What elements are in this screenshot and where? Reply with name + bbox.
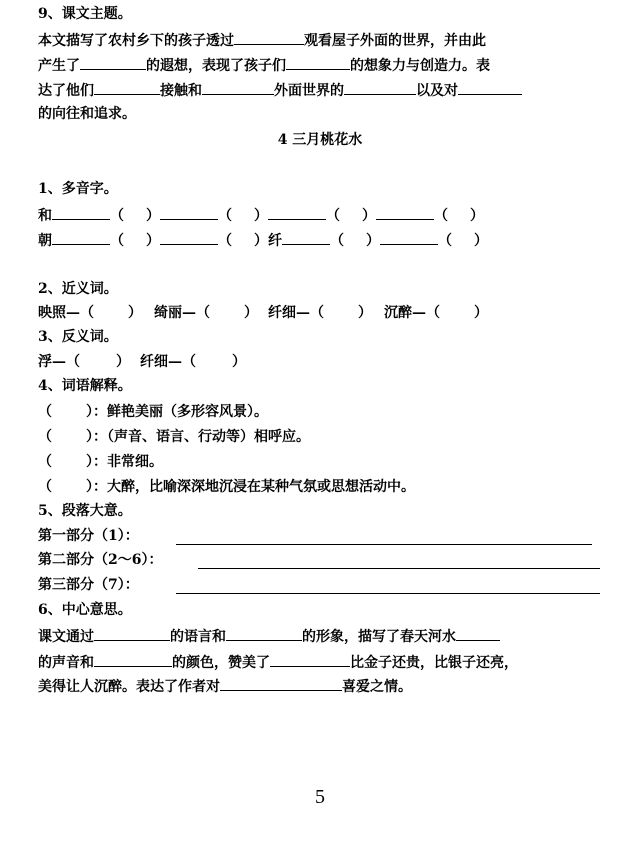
fill-blank[interactable]	[220, 676, 342, 691]
jinyi-row	[38, 303, 488, 323]
lp: （	[218, 233, 232, 249]
rp: ）	[146, 208, 160, 224]
fill-blank[interactable]	[268, 205, 326, 220]
jieshi-row4	[38, 477, 415, 497]
fill-blank[interactable]	[160, 205, 218, 220]
fill-blank[interactable]	[52, 205, 110, 220]
fill-blank[interactable]	[94, 652, 172, 667]
duoyin-title: 1、多音字。	[38, 181, 118, 197]
duanluo-part3: 第三部分（7）：	[38, 577, 139, 593]
page-number: 5	[315, 786, 325, 808]
text: 的形象，描写了春天河水	[302, 629, 456, 645]
item: 沉醉—（	[384, 305, 440, 321]
rp: ）	[474, 305, 488, 321]
answer-line[interactable]	[198, 568, 600, 569]
zhongxin-line1	[38, 626, 500, 647]
lp: （	[218, 208, 232, 224]
answer-line[interactable]	[176, 593, 600, 594]
duanluo-part1: 第一部分（1）：	[38, 528, 139, 544]
fill-blank[interactable]	[286, 55, 350, 70]
duoyin-row2	[38, 230, 488, 251]
answer-line[interactable]	[176, 544, 592, 545]
text: 的声音和	[38, 655, 94, 671]
text: 美得让人沉醉。表达了作者对	[38, 679, 220, 695]
lp: （	[330, 233, 344, 249]
fill-blank[interactable]	[94, 80, 160, 95]
lp: （	[326, 208, 340, 224]
rp: ）	[128, 305, 142, 321]
fill-blank[interactable]	[202, 80, 274, 95]
text: 的想象力与创造力。表	[350, 58, 490, 74]
jieshi-row3	[38, 452, 163, 472]
rp: ）	[254, 208, 268, 224]
item: 映照—（	[38, 305, 94, 321]
section9-line4: 的向往和追求。	[38, 106, 136, 122]
fill-blank[interactable]	[234, 30, 304, 45]
lp: （	[434, 208, 448, 224]
text: 以及对	[416, 83, 458, 99]
fanyi-title: 3、反义词。	[38, 329, 118, 345]
lp: （	[38, 404, 52, 420]
zhongxin-title: 6、中心意思。	[38, 602, 132, 618]
text: 喜爱之情。	[342, 679, 412, 695]
lp: （	[110, 208, 124, 224]
text: 达了他们	[38, 83, 94, 99]
lp: （	[38, 479, 52, 495]
fill-blank[interactable]	[226, 626, 302, 641]
text: 课文通过	[38, 629, 94, 645]
jieshi-row2	[38, 427, 310, 447]
fill-blank[interactable]	[282, 230, 330, 245]
definition: ）：非常细。	[86, 454, 163, 470]
fill-blank[interactable]	[376, 205, 434, 220]
text: 比金子还贵，比银子还亮，	[350, 655, 518, 671]
fill-blank[interactable]	[52, 230, 110, 245]
char: 纤	[268, 233, 282, 249]
duanluo-title: 5、段落大意。	[38, 503, 132, 519]
section9-line2	[38, 55, 490, 76]
fanyi-row	[38, 352, 246, 372]
rp: ）	[474, 233, 488, 249]
text: 产生了	[38, 58, 80, 74]
fill-blank[interactable]	[344, 80, 416, 95]
rp: ）	[254, 233, 268, 249]
text: 观看屋子外面的世界，并由此	[304, 33, 486, 49]
fill-blank[interactable]	[80, 55, 146, 70]
item: 绮丽—（	[154, 305, 210, 321]
definition: ）：（声音、语言、行动等）相呼应。	[86, 429, 310, 445]
section9-title: 9、课文主题。	[38, 6, 132, 22]
fill-blank[interactable]	[380, 230, 438, 245]
text: 的颜色，赞美了	[172, 655, 270, 671]
fill-blank[interactable]	[94, 626, 170, 641]
definition: ）：大醉，比喻深深地沉浸在某种气氛或思想活动中。	[86, 479, 415, 495]
text: 的语言和	[170, 629, 226, 645]
rp: ）	[232, 354, 246, 370]
rp: ）	[244, 305, 258, 321]
lp: （	[38, 429, 52, 445]
lesson-title: 4 三月桃花水	[277, 132, 363, 148]
fill-blank[interactable]	[160, 230, 218, 245]
zhongxin-line2	[38, 652, 518, 673]
text: 外面世界的	[274, 83, 344, 99]
duanluo-part2: 第二部分（2～6）：	[38, 552, 163, 568]
fill-blank[interactable]	[458, 80, 522, 95]
section9-line3	[38, 80, 522, 101]
rp: ）	[358, 305, 372, 321]
item: 浮—（	[38, 354, 80, 370]
item: 纤细—（	[268, 305, 324, 321]
text: 接触和	[160, 83, 202, 99]
section9-line1	[38, 30, 486, 51]
item: 纤细—（	[140, 354, 196, 370]
rp: ）	[362, 208, 376, 224]
lp: （	[38, 454, 52, 470]
text: 的遐想，表现了孩子们	[146, 58, 286, 74]
zhongxin-line3	[38, 676, 412, 697]
rp: ）	[146, 233, 160, 249]
jinyi-title: 2、近义词。	[38, 281, 118, 297]
rp: ）	[470, 208, 484, 224]
fill-blank[interactable]	[456, 626, 500, 641]
fill-blank[interactable]	[270, 652, 350, 667]
duoyin-row1	[38, 205, 484, 226]
char: 朝	[38, 233, 52, 249]
char: 和	[38, 208, 52, 224]
rp: ）	[366, 233, 380, 249]
jieshi-row1	[38, 402, 268, 422]
lp: （	[438, 233, 452, 249]
rp: ）	[116, 354, 130, 370]
jieshi-title: 4、词语解释。	[38, 378, 132, 394]
text: 本文描写了农村乡下的孩子透过	[38, 33, 234, 49]
definition: ）：鲜艳美丽（多形容风景）。	[86, 404, 268, 420]
lp: （	[110, 233, 124, 249]
